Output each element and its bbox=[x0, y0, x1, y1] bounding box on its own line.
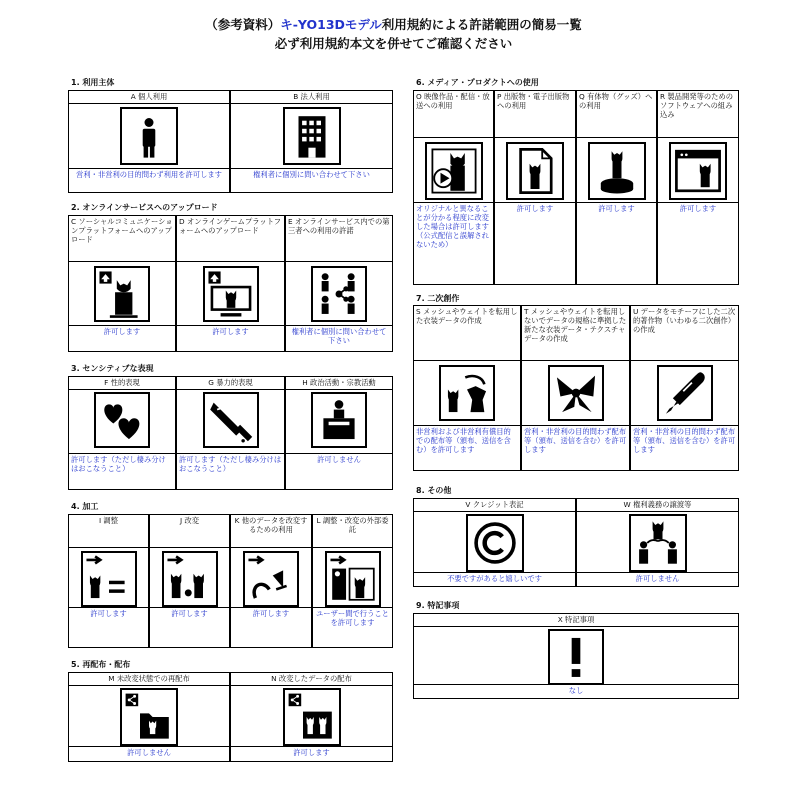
document-title bbox=[0, 17, 787, 33]
section-3-heading: 3. センシティブな表現 bbox=[71, 364, 154, 373]
cell-header: B 法人利用 bbox=[231, 91, 392, 104]
section-9-heading: 9. 特記事項 bbox=[416, 601, 460, 610]
permission-cell-j bbox=[149, 514, 230, 648]
cell-header: U データをモチーフにした二次的著作物（いわゆる二次創作）の作成 bbox=[631, 306, 738, 361]
permission-cell-m bbox=[68, 672, 230, 762]
cell-footer: 許可します bbox=[177, 325, 284, 351]
cell-footer: 非営利および非営利有償目的での配布等（頒布、送信を含む）を許可します bbox=[414, 425, 520, 470]
cell-header: O 映像作品・配信・放送への利用 bbox=[414, 91, 493, 138]
cell-header: X 特記事項 bbox=[414, 614, 738, 627]
brush-icon bbox=[657, 365, 713, 421]
outsource-icon bbox=[325, 551, 381, 607]
permission-cell-p bbox=[494, 90, 576, 285]
cell-footer: 許可します bbox=[231, 746, 392, 761]
cell-header: T メッシュやウェイトを転用しないでデータの規格に準拠した新たな衣装データ・テクスチャデータの作成 bbox=[522, 306, 629, 361]
adjust-equal-icon bbox=[81, 551, 137, 607]
permission-cell-h bbox=[285, 376, 393, 490]
software-cat-icon bbox=[669, 142, 727, 200]
cell-header: G 暴力的表現 bbox=[177, 377, 284, 390]
section-2-heading: 2. オンラインサービスへのアップロード bbox=[71, 203, 218, 212]
section-5-heading: 5. 再配布・配布 bbox=[71, 660, 131, 669]
section-1-heading: 1. 利用主体 bbox=[71, 78, 115, 87]
document-subtitle: 必ず利用規約本文を併せてご確認ください bbox=[274, 36, 513, 51]
cell-footer: 営利・非営利の目的問わず配布等（頒布、送信を含む）を許可します bbox=[522, 425, 629, 470]
figure-cat-icon bbox=[588, 142, 646, 200]
cell-header: K 他のデータを改変するための利用 bbox=[231, 515, 311, 548]
permission-cell-c bbox=[68, 215, 176, 352]
permission-cell-b bbox=[230, 90, 393, 193]
cell-footer: 権利者に個別に問い合わせて下さい bbox=[231, 168, 392, 192]
permission-cell-v bbox=[413, 498, 576, 587]
cell-header: J 改変 bbox=[150, 515, 229, 548]
cell-footer: 営利・非営利の目的問わず利用を許可します bbox=[69, 168, 229, 192]
cell-header: Q 有体物（グッズ）への利用 bbox=[577, 91, 656, 138]
permission-cell-e bbox=[285, 215, 393, 352]
permission-cell-n bbox=[230, 672, 393, 762]
permission-cell-r bbox=[657, 90, 739, 285]
copyright-icon bbox=[466, 514, 524, 572]
permission-cell-t bbox=[521, 305, 630, 471]
cell-footer: ユーザー間で行うことを許可します bbox=[313, 607, 392, 647]
cell-header: I 調整 bbox=[69, 515, 148, 548]
section-6-heading: 6. メディア・プロダクトへの使用 bbox=[416, 78, 539, 87]
cell-footer: 許可します（ただし棲み分けはおこなうこと） bbox=[177, 453, 284, 489]
cell-header: E オンラインサービス内での第三者への利用の許諾 bbox=[286, 216, 392, 262]
modified-share-icon bbox=[283, 688, 341, 746]
cell-footer: オリジナルと異なることが分かる程度に改変した場合は許可します（公式配信と誤解されないため） bbox=[414, 202, 493, 284]
cell-footer: 許可します bbox=[69, 325, 175, 351]
modify-cats-icon bbox=[162, 551, 218, 607]
cell-footer: 許可します（ただし棲み分けはおこなうこと） bbox=[69, 453, 175, 489]
cell-footer: 許可します bbox=[495, 202, 575, 284]
exclamation-icon bbox=[548, 629, 604, 685]
person-icon bbox=[120, 107, 178, 165]
title-brand: キ-YO13Dモデル bbox=[280, 17, 382, 32]
cell-footer: 権利者に個別に問い合わせて下さい bbox=[286, 325, 392, 351]
hearts-icon bbox=[94, 392, 150, 448]
permission-cell-x bbox=[413, 613, 739, 699]
share-people-icon bbox=[311, 266, 367, 322]
title-suffix: 利用規約による許諾範囲の簡易一覧 bbox=[381, 17, 582, 32]
cell-header: L 調整・改変の外部委託 bbox=[313, 515, 392, 548]
permission-cell-l bbox=[312, 514, 393, 648]
cell-footer: 営利・非営利の目的問わず配布等（頒布、送信を含む）を許可します bbox=[631, 425, 738, 470]
cell-header: R 製品開発等のためのソフトウェアへの組み込み bbox=[658, 91, 738, 138]
cat-tail-icon bbox=[243, 551, 299, 607]
permission-cell-d bbox=[176, 215, 285, 352]
title-prefix: （参考資料） bbox=[205, 17, 281, 32]
permission-cell-w bbox=[576, 498, 739, 587]
ribbon-icon bbox=[548, 365, 604, 421]
costume-cat-icon bbox=[439, 365, 495, 421]
folder-share-icon bbox=[120, 688, 178, 746]
cell-footer: 許可しません bbox=[577, 572, 738, 586]
cell-footer: 許可します bbox=[69, 607, 148, 647]
cell-header: D オンラインゲームプラットフォームへのアップロード bbox=[177, 216, 284, 262]
permission-cell-a bbox=[68, 90, 230, 193]
cell-footer: 許可します bbox=[577, 202, 656, 284]
cell-footer: 不要ですがあると嬉しいです bbox=[414, 572, 575, 586]
cell-header: H 政治活動・宗教活動 bbox=[286, 377, 392, 390]
permission-cell-o bbox=[413, 90, 494, 285]
cell-header: S メッシュやウェイトを転用した衣装データの作成 bbox=[414, 306, 520, 361]
cell-footer: 許可しません bbox=[286, 453, 392, 489]
video-cat-icon bbox=[425, 142, 483, 200]
game-upload-cat-icon bbox=[203, 266, 259, 322]
document-cat-icon bbox=[506, 142, 564, 200]
building-icon bbox=[283, 107, 341, 165]
cell-header: V クレジット表記 bbox=[414, 499, 575, 512]
cell-footer: 許可しません bbox=[69, 746, 229, 761]
section-7-heading: 7. 二次創作 bbox=[416, 294, 460, 303]
cell-footer: 許可します bbox=[231, 607, 311, 647]
knife-icon bbox=[203, 392, 259, 448]
cell-header: W 権利義務の譲渡等 bbox=[577, 499, 738, 512]
permission-cell-u bbox=[630, 305, 739, 471]
permission-cell-i bbox=[68, 514, 149, 648]
cell-header: C ソーシャルコミュニケーションプラットフォームへのアップロード bbox=[69, 216, 175, 262]
section-8-heading: 8. その他 bbox=[416, 486, 452, 495]
cell-header: P 出版物・電子出版物への利用 bbox=[495, 91, 575, 138]
permission-cell-g bbox=[176, 376, 285, 490]
permission-cell-q bbox=[576, 90, 657, 285]
permission-cell-s bbox=[413, 305, 521, 471]
cell-footer: 許可します bbox=[150, 607, 229, 647]
cell-header: F 性的表現 bbox=[69, 377, 175, 390]
cell-footer: 許可します bbox=[658, 202, 738, 284]
section-4-heading: 4. 加工 bbox=[71, 502, 99, 511]
cell-header: M 未改変状態での再配布 bbox=[69, 673, 229, 686]
cell-footer: なし bbox=[414, 684, 738, 698]
cell-header: N 改変したデータの配布 bbox=[231, 673, 392, 686]
podium-icon bbox=[311, 392, 367, 448]
upload-cat-icon bbox=[94, 266, 150, 322]
permission-cell-f bbox=[68, 376, 176, 490]
permission-cell-k bbox=[230, 514, 312, 648]
transfer-icon bbox=[629, 514, 687, 572]
cell-header: A 個人利用 bbox=[69, 91, 229, 104]
